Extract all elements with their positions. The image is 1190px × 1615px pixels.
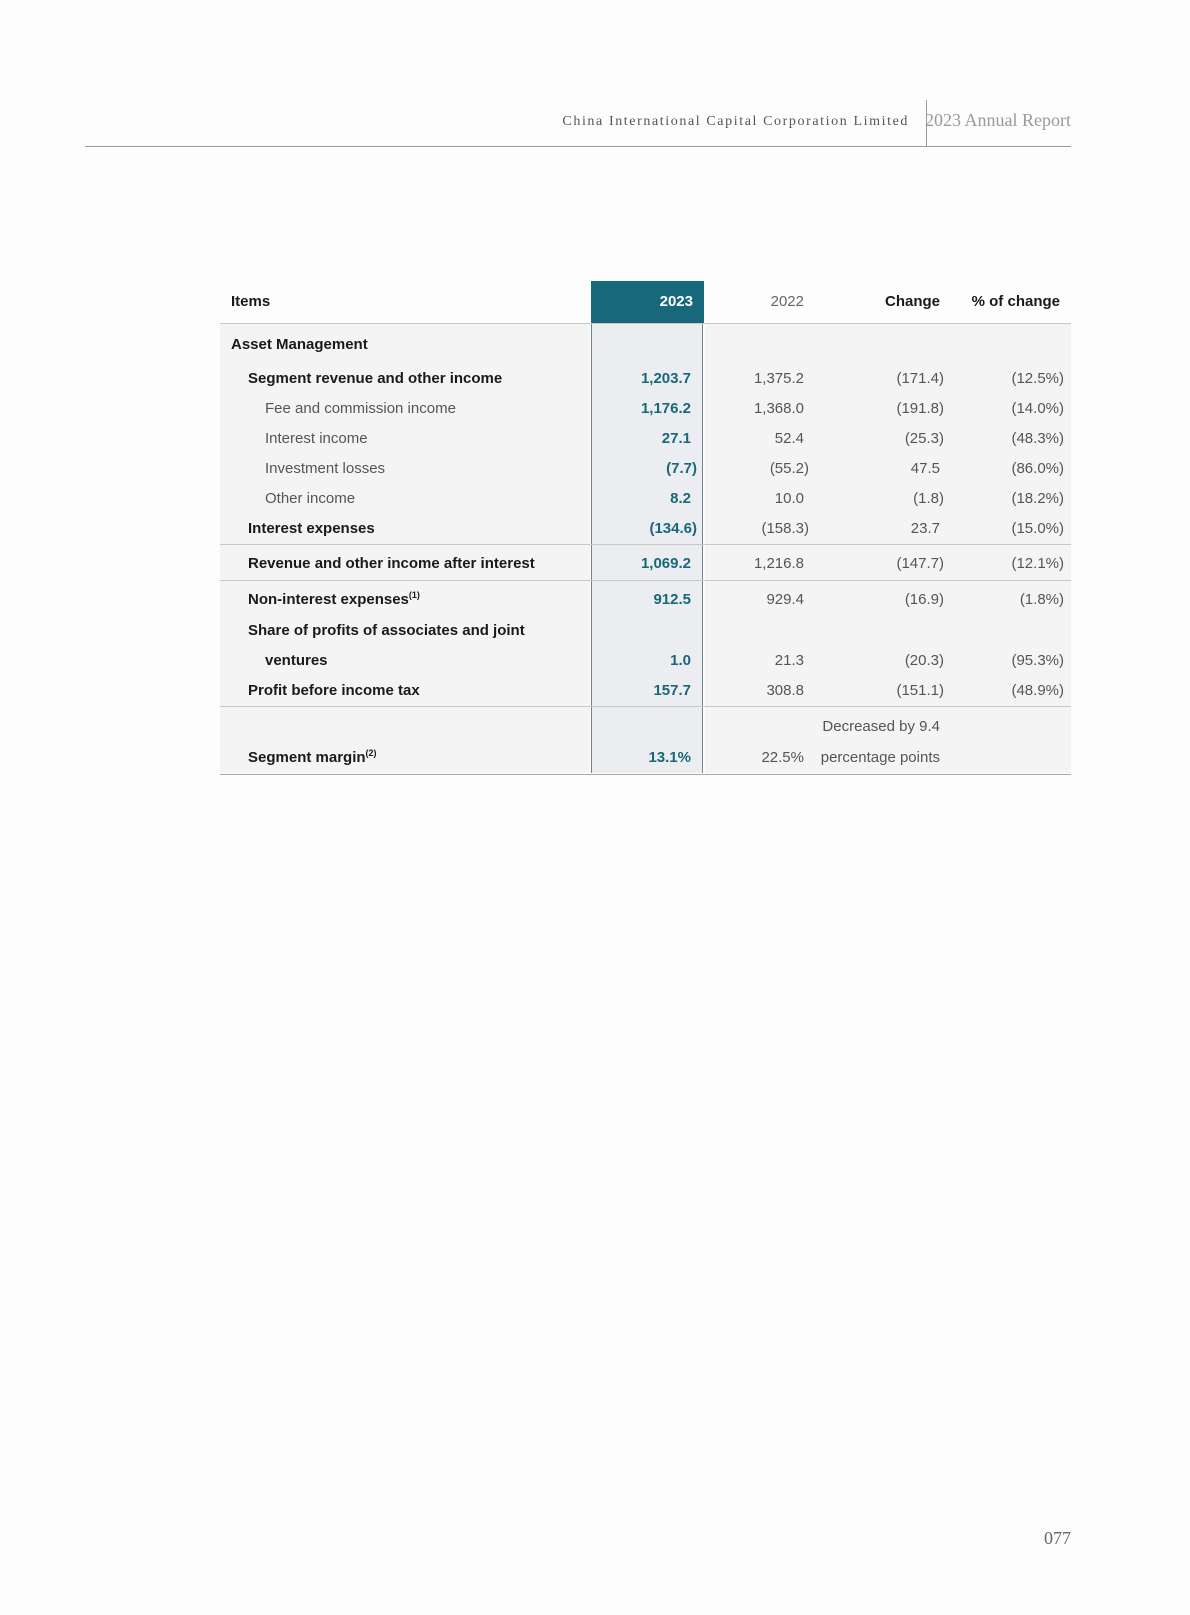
blank-cell: [815, 324, 951, 364]
value-pct: (15.0%): [951, 514, 1071, 544]
blank-cell: [705, 707, 815, 743]
value-2023: 1.0: [591, 646, 703, 676]
value-2023: 8.2: [591, 484, 703, 514]
value-change: 47.5: [815, 454, 951, 484]
col-header-2022: 2022: [705, 281, 815, 323]
blank-cell: [591, 616, 703, 646]
value-2023: 27.1: [591, 424, 703, 454]
value-change: (151.1): [815, 676, 951, 706]
row-label-text: Segment margin: [248, 749, 366, 766]
row-label: Investment losses: [220, 454, 590, 484]
blank-cell: [951, 616, 1071, 646]
row-label: Fee and commission income: [220, 394, 590, 424]
value-2023: 1,203.7: [591, 364, 703, 394]
value-change: (25.3): [815, 424, 951, 454]
value-pct: (95.3%): [951, 646, 1071, 676]
value-change: (1.8): [815, 484, 951, 514]
value-pct: (48.9%): [951, 676, 1071, 706]
col-header-pct: % of change: [951, 281, 1071, 323]
page-header: [85, 100, 1071, 147]
blank-cell: [591, 324, 703, 364]
value-2022: 21.3: [705, 646, 815, 676]
section-title: Asset Management: [220, 324, 590, 364]
blank-cell: [951, 707, 1071, 743]
value-change: (171.4): [815, 364, 951, 394]
col-header-change: Change: [815, 281, 951, 323]
row-label: Revenue and other income after interest: [220, 545, 590, 580]
table-row: [220, 544, 1071, 580]
value-2022: 52.4: [705, 424, 815, 454]
table-row-line1: [220, 616, 1071, 646]
value-pct: (86.0%): [951, 454, 1071, 484]
row-label: Other income: [220, 484, 590, 514]
value-2022: (158.3): [705, 514, 815, 544]
value-pct: [951, 743, 1071, 773]
value-2022: 308.8: [705, 676, 815, 706]
table-header-row: [220, 281, 1071, 323]
value-2022: 1,368.0: [705, 394, 815, 424]
row-label: [220, 743, 590, 773]
blank-cell: [951, 324, 1071, 364]
row-label: [220, 581, 590, 616]
value-change: (16.9): [815, 581, 951, 616]
col-header-items: Items: [220, 281, 590, 323]
table-bottom-rule: [220, 774, 1071, 775]
table-row: [220, 454, 1071, 484]
row-label: Profit before income tax: [220, 676, 590, 706]
value-pct: (1.8%): [951, 581, 1071, 616]
value-2023: 13.1%: [591, 743, 703, 773]
table-row: [220, 364, 1071, 394]
row-label-text: Non-interest expenses: [248, 591, 409, 608]
value-change: (20.3): [815, 646, 951, 676]
blank-cell: [705, 616, 815, 646]
value-change: 23.7: [815, 514, 951, 544]
table-row: [220, 580, 1071, 616]
row-label: Segment revenue and other income: [220, 364, 590, 394]
blank-cell: [591, 707, 703, 743]
report-title: 2023 Annual Report: [925, 110, 1071, 130]
row-label: Interest expenses: [220, 514, 590, 544]
table-row: [220, 424, 1071, 454]
change-text: percentage points: [815, 743, 951, 773]
row-label: Interest income: [220, 424, 590, 454]
col-header-2023: 2023: [591, 281, 704, 323]
table-row: [220, 514, 1071, 544]
table-row: [220, 394, 1071, 424]
value-2023: 1,176.2: [591, 394, 703, 424]
value-pct: (18.2%): [951, 484, 1071, 514]
value-pct: (12.5%): [951, 364, 1071, 394]
value-2022: 10.0: [705, 484, 815, 514]
value-2023: (134.6): [591, 514, 703, 544]
row-label: Share of profits of associates and joint: [220, 616, 590, 646]
footnote-marker: (2): [365, 748, 377, 758]
company-name: China International Capital Corporation Limited: [562, 114, 909, 129]
table-row: [220, 676, 1071, 706]
section-row: [220, 323, 1071, 364]
value-pct: (12.1%): [951, 545, 1071, 580]
value-change: (191.8): [815, 394, 951, 424]
footnote-marker: (1): [408, 590, 420, 600]
value-2022: 1,375.2: [705, 364, 815, 394]
table-row: [220, 484, 1071, 514]
value-2022: (55.2): [705, 454, 815, 484]
table-row: [220, 646, 1071, 676]
value-2023: 1,069.2: [591, 545, 703, 580]
blank-cell: [220, 707, 590, 743]
row-label-continued: ventures: [220, 646, 590, 676]
value-2022: 1,216.8: [705, 545, 815, 580]
value-2023: (7.7): [591, 454, 703, 484]
value-pct: (48.3%): [951, 424, 1071, 454]
value-2023: 157.7: [591, 676, 703, 706]
change-text: Decreased by 9.4: [815, 707, 951, 743]
table-row: [220, 743, 1071, 773]
value-2022: 22.5%: [705, 743, 815, 773]
value-2023: 912.5: [591, 581, 703, 616]
value-change: (147.7): [815, 545, 951, 580]
table-row-line1: [220, 706, 1071, 743]
blank-cell: [815, 616, 951, 646]
value-2022: 929.4: [705, 581, 815, 616]
page-number: 077: [1044, 1528, 1071, 1548]
segment-table: [220, 281, 1071, 773]
value-pct: (14.0%): [951, 394, 1071, 424]
blank-cell: [705, 324, 815, 364]
